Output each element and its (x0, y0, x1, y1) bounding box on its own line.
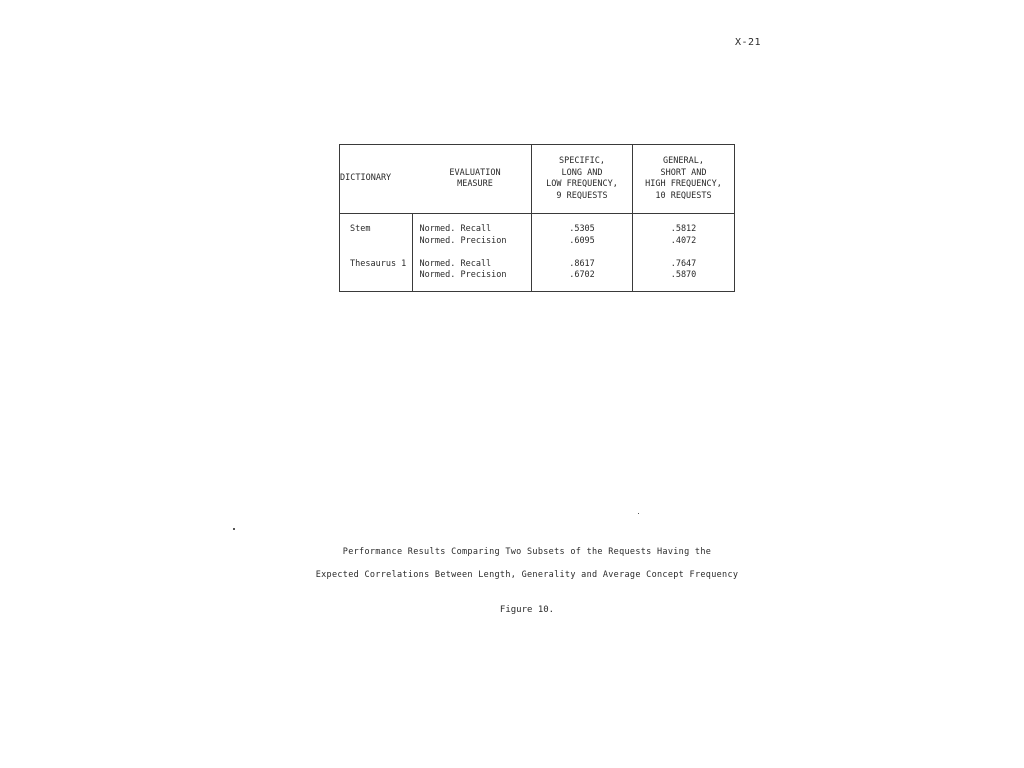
figure-caption-line-1: Performance Results Comparing Two Subsets of the Requests Having the (342, 547, 712, 557)
measure-label: Normed. Recall (419, 258, 492, 269)
measure-label: Normed. Recall (419, 224, 492, 234)
value-cell: .4072 (670, 235, 697, 246)
dictionary-thesaurus: Thesaurus 1 (350, 258, 407, 269)
performance-results-table (339, 144, 735, 292)
general-values-cell (633, 214, 735, 292)
header-specific-line: LONG AND (561, 167, 603, 178)
header-measure-line: EVALUATION (449, 167, 501, 178)
figure-label: Figure 10. (499, 605, 555, 615)
header-general-line: HIGH FREQUENCY, (645, 179, 722, 189)
value-cell: .5870 (670, 270, 697, 280)
scan-speck (638, 513, 639, 514)
scan-speck (233, 528, 235, 530)
header-general-line: SHORT AND (660, 167, 707, 178)
header-specific-line: 9 REQUESTS (556, 190, 608, 201)
header-general (633, 145, 735, 214)
header-dictionary: DICTIONARY (340, 173, 392, 184)
dictionary-cell (340, 214, 413, 292)
specific-values-cell (532, 214, 633, 292)
header-specific-line: SPECIFIC, (558, 156, 606, 166)
header-general-line: GENERAL, (663, 156, 704, 166)
header-dictionary-evaluation (340, 145, 532, 214)
table-row (340, 214, 735, 292)
header-measure-line: MEASURE (457, 179, 493, 189)
header-evaluation-measure (419, 168, 531, 191)
dictionary-stem: Stem (350, 224, 371, 234)
measure-label: Normed. Precision (419, 270, 507, 280)
value-cell: .8617 (569, 258, 595, 269)
figure-caption-line-2: Expected Correlations Between Length, Generality and Average Concept Frequency (315, 570, 739, 580)
value-cell: .7647 (670, 258, 697, 269)
value-cell: .5305 (569, 224, 595, 234)
value-cell: .6095 (569, 235, 595, 246)
measure-label: Normed. Precision (419, 235, 507, 246)
table-header-row (340, 145, 735, 214)
page-number: X-21 (735, 37, 762, 48)
header-specific-line: LOW FREQUENCY, (546, 179, 618, 189)
value-cell: .6702 (569, 270, 595, 280)
measure-cell (412, 214, 531, 292)
header-specific (532, 145, 633, 214)
value-cell: .5812 (670, 224, 697, 234)
header-general-line: 10 REQUESTS (655, 190, 712, 201)
